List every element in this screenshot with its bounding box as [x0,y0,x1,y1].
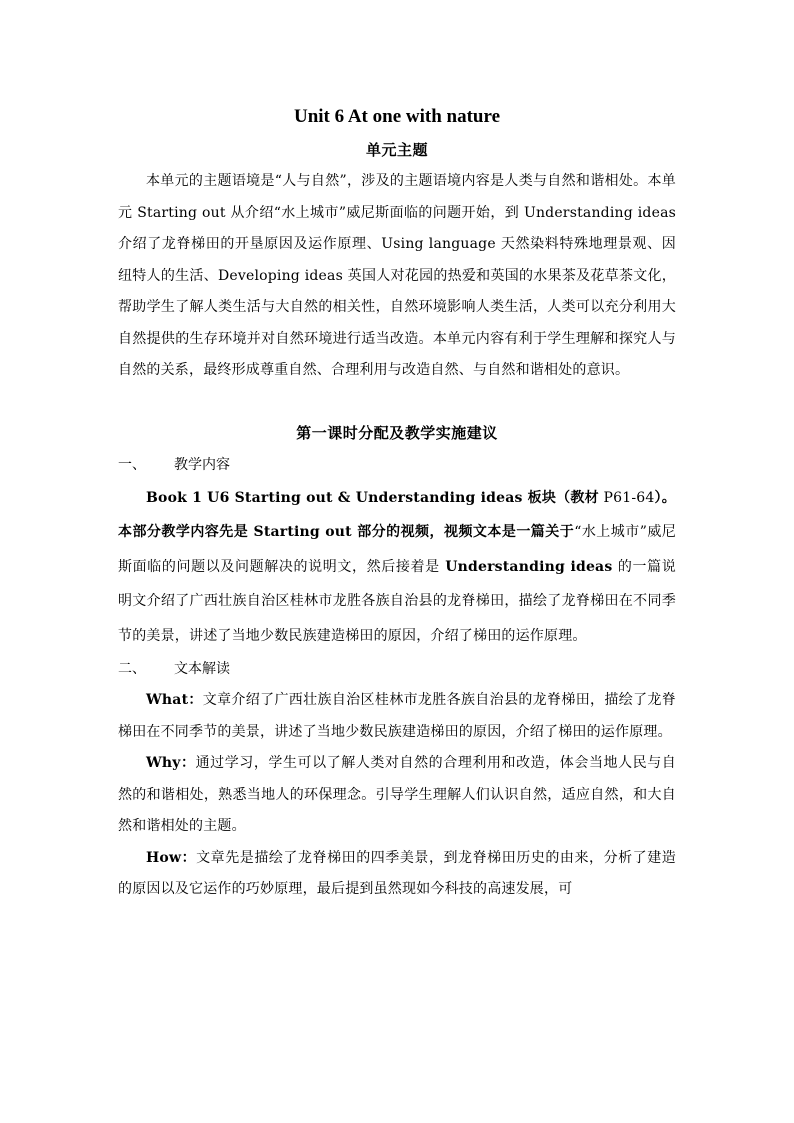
part1-paragraph [118,481,676,654]
part2-heading-row [118,653,676,685]
what-paragraph [118,685,676,748]
how-text: 文章先是描绘了龙脊梯田的四季美景，到龙脊梯田历史的由来，分析了建造的原因以及它运作的巧妙原理，最后提到虽然现如今科技的高速发展，可 [118,849,676,897]
part1-number: 一、 [118,456,146,473]
part1-bold-text: Book 1 U6 Starting out & Understanding ideas 板块（教材 [146,489,599,506]
document-title: Unit 6 At one with nature [293,106,501,127]
section-spacer [118,387,676,417]
part1-heading-row [118,449,676,481]
unit-theme-paragraph: 本单元的主题语境是“人与自然”，涉及的主题语境内容是人类与自然和谐相处。本单元 Starting out 从介绍“水上城市”威尼斯面临的问题开始，到 Understanding ideas 介绍了龙脊梯田的开垦原因及运作原理、Using language 天然染料特殊地理景观、因纽特人的生活、Developing ideas 英国人对花园的热爱和英国的水果茶及花草茶文化，帮助学生了解人类生活与大自然的相关性，自然环境影响人类生活，人类可以充分利用大自然提供的生存环境并对自然环境进行适当改造。本单元内容有利于学生理解和探究人与自然的关系，最终形成尊重自然、合理利用与改造自然、与自然和谐相处的意识。 [118,173,676,378]
part1-bold-text-3: Understanding ideas [439,558,618,575]
how-paragraph [118,843,676,906]
part2-heading: 文本解读 [174,661,230,677]
part1-rest-text: “水上城市”威尼斯面临的问题以及问题解决的说明文，然后接着是 [118,524,676,575]
part2-number: 二、 [118,661,146,677]
part1-rest-text-2: 的一篇说明文介绍了广西壮族自治区桂林市龙胜各族自治县的龙脊梯田，描绘了龙脊梯田在不同季节的美景，讲述了当地少数民族建造梯田的原因，介绍了梯田的运作原理。 [118,558,676,644]
lesson-one-heading: 第一课时分配及教学实施建议 [296,423,498,442]
what-label: What： [146,692,203,708]
unit-theme-heading: 单元主题 [365,141,428,159]
document-body [118,100,676,906]
how-label: How： [146,849,197,866]
why-label: Why： [146,755,196,771]
part1-heading: 教学内容 [174,456,230,473]
why-text: 通过学习，学生可以了解人类对自然的合理利用和改造，体会当地人民与自然的和谐相处，熟悉当地人的环保理念。引导学生理解人们认识自然，适应自然，和大自然和谐相处的主题。 [118,755,676,834]
what-text: 文章介绍了广西壮族自治区桂林市龙胜各族自治县的龙脊梯田，描绘了龙脊梯田在不同季节的美景，讲述了当地少数民族建造梯田的原因，介绍了梯田的运作原理。 [118,692,676,740]
why-paragraph [118,748,676,843]
part1-page-ref: P61-64 [598,489,655,506]
part1-bold-text-2: ）。本部分教学内容先是 Starting out 部分的视频，视频文本是一篇关于 [118,489,676,540]
